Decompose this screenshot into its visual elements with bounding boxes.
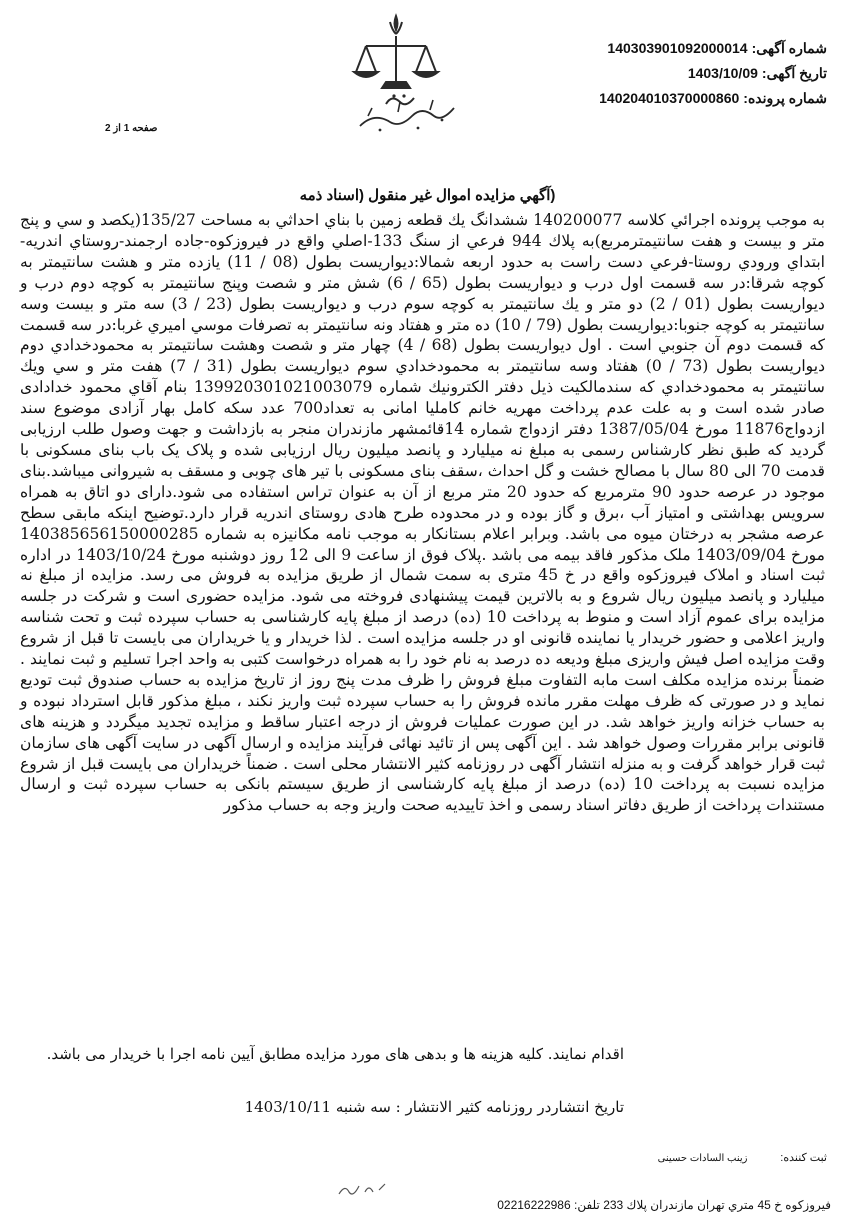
ad-date-line (599, 61, 827, 86)
office-address: فیروزکوه خ 45 متري تهران مازندران پلاك 233 تلفن: 02216222986 (497, 1198, 831, 1212)
ad-metadata (599, 36, 827, 111)
case-number-line (599, 86, 827, 111)
case-number: 140204010370000860 (599, 90, 740, 106)
case-number-label: شماره پرونده: (743, 90, 827, 106)
page-count: صفحه 1 از 2 (105, 123, 158, 134)
notice-title: (آگهي مزايده اموال غير منقول (اسناد ذمه (299, 187, 556, 204)
ad-number-line (599, 36, 827, 61)
signature-mark (335, 1180, 395, 1200)
notice-body: به موجب پرونده اجرائي كلاسه 140200077 ششدانگ يك قطعه زمين با بناي احداثي به مساحت 135/27(يكصد و سي و پنج متر و بيست و هفت سانتيمترمربع)به پلاك 944 فرعي از سنگ 133-اصلي واقع در فيروزكوه-جاده ارجمند-روستاي اندريه-ابتداي ورودي روستا-فرعي دست راست به حدود اربعه شمالا:ديواريست بطول (08 / 11) يازده متر و هشت سانتيمتر به كوچه شرقا:در سه قسمت اول درب و ديواريست بطول (65 / 6) شش متر و شصت وپنج سانتيمتر به كوچه دوم درب و ديواريست بطول (01 / 2) دو متر و يك سانتيمتر به كوچه سوم درب و ديواريست بطول (23 / 3) سه متر و بيست وسه سانتيمتر به كوچه جنوبا:ديواريست بطول (79 / 10) ده متر و هفتاد ونه سانتيمتر به تصرفات موسي اميري غربا:در سه قسمت كه قسمت دوم آن جنوبي است . اول ديواريست بطول (68 / 4) چهار متر و شصت وهشت سانتيمتر به محمودخدادي دوم ديواريست بطول (73 / 0) هفتاد وسه سانتيمتر به محمودخدادي سوم ديواريست بطول (31 / 7) هفت متر و سي ويك سانتيمتر به محمودخدادي كه سندمالكيت ذيل دفتر الكترونيك شماره 139920301021003079 بنام آقاي محمود خدادادی صادر شده است و به علت عدم پرداخت مهریه خانم کاملیا امانی به تعداد700 عدد سکه کامل بهار آزادی موضوع سند ازدواج11876 مورخ 1387/05/04 دفتر ازدواج شماره 14قائمشهر مازندران منجر به بازداشت و جهت وصول طلب ارزیابی گردید که طبق نظر کارشناس رسمی به مبلغ نه میلیارد و پانصد میلیون ریال ارزیابی شده و پلاک یک باب بنای مسکونی با قدمت 70 الی 80 سال با مصالح خشت و گل احداث ،سقف بنای مسکونی با تیر های چوبی و مسقف به شیروانی میباشد.بنای موجود در عرصه حدود 90 مترمربع که حدود 20 متر مربع از آن به عنوان تراس استفاده می شود.دارای دو اتاق به همراه سرویس بهداشتی و امتیاز آب ،برق و گاز بوده و در محدوده طرح هادی روستای اندریه قرار دارد.توضیح اینکه مابقی سطح عرصه مشجر به درختان میوه می باشد. وبرابر اعلام بستانکار به موجب نامه مکانیزه به شماره 140385656150000285 مورخ 1403/09/04 ملک مذکور فاقد بیمه می باشد .پلاک فوق از ساعت 9 الی 12 روز دوشنبه مورخ 1403/10/24 در اداره ثبت اسناد و املاک فیروزکوه واقع در خ 45 متری به سمت شمال از طریق مزایده به فروش می رسد. مزایده از مبلغ نه میلیارد و پانصد میلیون ریال شروع و به بالاترین قیمت پیشنهادی فروخته می شود. مزایده حضوری است و شرکت در جلسه مزایده برای عموم آزاد است و منوط به پرداخت 10 (ده) درصد از مبلغ پایه کارشناسی به حساب سپرده ثبت و تحت شناسه واریز اعلامی و حضور خریدار یا نماینده قانونی او در جلسه مزایده است . لذا خریدار و یا خریداران می بایست تا قبل از شروع وقت مزایده اصل فیش واریزی مبلغ ودیعه ده درصد به نام خود را به همراه درخواست کتبی به واحد اجرا تسلیم و ثبت نمایند . ضمناً برنده مزایده مکلف است مابه التفاوت مبلغ فروش را ظرف مدت پنج روز از تاریخ مزایده به حساب صندوق ثبت تودیع نماید و در صورتی که ظرف مهلت مقرر مانده فروش را به حساب سپرده ثبت واریز نکند ، مبلغ مذکور قابل استرداد نبوده و به حساب خزانه واریز خواهد شد. در این صورت عملیات فروش از درجه اعتبار ساقط و مزایده تجدید میگردد و هزینه های قانونی برابر مقررات وصول خواهد شد . این آگهی پس از تائید نهائی فرآیند مزایده و ارسال آگهی در سایت آگهی های سازمان ثبت قرار خواهد گرفت و به منزله انتشار آگهی در روزنامه کثیر الانتشار محلی است . ضمناً خریداران می بایست قبل از شروع مزایده نسبت به پرداخت 10 (ده) درصد از مبلغ پایه کارشناسی از طریق سیستم بانکی به حساب سپرده ثبت و ارسال مستندات پرداخت از طریق دفاتر اسناد رسمی و اخذ تاییدیه صحت واریز وجه به حساب مذکور (20, 211, 826, 815)
registrar (658, 1151, 827, 1164)
ad-number: 140303901092000014 (607, 40, 748, 56)
registrar-name: زینب السادات حسینی (657, 1153, 748, 1164)
ad-date: 1403/10/09 (687, 65, 758, 81)
costs-note: اقدام نمایند. کلیه هزینه ها و بدهی های مورد مزایده مطابق آیین نامه اجرا با خریدار می باشد. (46, 1045, 624, 1063)
publication-date: تاریخ انتشاردر روزنامه کثیر الانتشار : سه شنبه 1403/10/11 (244, 1098, 624, 1116)
registrar-label: ثبت کننده: (780, 1152, 827, 1164)
judiciary-emblem-logo (338, 12, 478, 132)
ad-number-label: شماره آگهی: (751, 40, 827, 56)
ad-date-label: تاریخ آگهی: (761, 65, 827, 81)
